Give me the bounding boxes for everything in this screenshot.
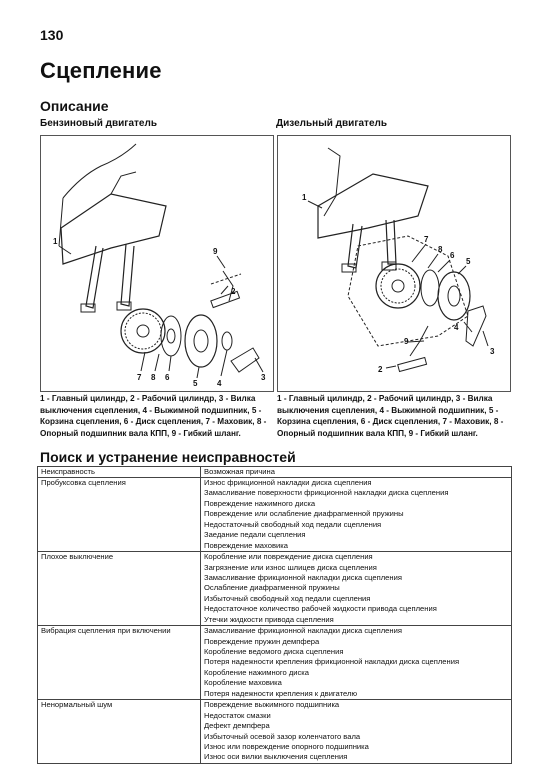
cause-item: Утечки жидкости привода сцепления (204, 614, 334, 624)
troubleshooting-table (37, 466, 512, 764)
petrol-label-2: 2 (231, 287, 236, 296)
page-number: 130 (40, 27, 64, 43)
diesel-label-6: 6 (450, 251, 455, 260)
diesel-label-9: 9 (404, 337, 409, 346)
table-row (38, 626, 512, 700)
petrol-label-6: 6 (165, 373, 170, 382)
cause-item: Повреждение выжимного подшипника (204, 700, 340, 710)
diesel-label-1: 1 (302, 193, 307, 202)
petrol-label-9: 9 (213, 247, 218, 256)
diesel-engine-subtitle: Дизельный двигатель (276, 118, 388, 129)
cause-item: Износ оси вилки выключения сцепления (204, 752, 348, 762)
cause-item: Коробление нажимного диска (204, 667, 310, 677)
cause-item: Загрязнение или износ шлицев диска сцепления (204, 562, 377, 572)
cause-item: Повреждение маховика (204, 540, 288, 550)
petrol-label-4: 4 (217, 379, 222, 388)
petrol-clutch-diagram (40, 135, 274, 392)
cause-item: Повреждение нажимного диска (204, 498, 316, 508)
cause-item: Коробление ведомого диска сцепления (204, 647, 344, 656)
cause-item: Замасливание поверхности фрикционной накладки диска сцепления (204, 488, 449, 498)
cause-item: Заедание педали сцепления (204, 530, 306, 540)
table-body (38, 478, 512, 764)
fault-cell: Ненормальный шум (38, 700, 201, 764)
petrol-clutch-drawing (41, 136, 273, 391)
diesel-label-2: 2 (378, 365, 383, 374)
cause-cell (201, 700, 512, 764)
diesel-caption: 1 - Главный цилиндр, 2 - Рабочий цилиндр, 3 - Вилка выключения сцепления, 4 - Выжимной подшипник, 5 - Корзина сцепления, 6 - Диск сцепления, 7 - Маховик, 8 - Опорный подшипник вала КПП, 9 - Гибкий шланг. (277, 394, 504, 438)
diesel-clutch-diagram (277, 135, 511, 392)
cause-item: Повреждение или ослабление диафрагменной пружины (204, 509, 404, 519)
troubleshooting-heading: Поиск и устранение неисправностей (40, 449, 296, 465)
table-row (38, 478, 512, 552)
cause-item: Избыточный осевой зазор коленчатого вала (204, 731, 361, 741)
diesel-label-4: 4 (454, 323, 459, 332)
diesel-label-3: 3 (490, 347, 495, 356)
table-row (38, 700, 512, 764)
header-fault: Неисправность (38, 467, 201, 478)
petrol-label-8: 8 (151, 373, 156, 382)
cause-item: Ослабление диафрагменной пружины (204, 583, 340, 593)
diesel-label-8: 8 (438, 245, 443, 254)
table-header-row (38, 467, 512, 478)
diesel-label-7: 7 (424, 235, 429, 244)
cause-cell (201, 552, 512, 626)
cause-item: Замасливание фрикционной накладки диска сцепления (204, 572, 402, 582)
cause-cell (201, 626, 512, 700)
petrol-label-7: 7 (137, 373, 142, 382)
petrol-engine-subtitle: Бензиновый двигатель (40, 118, 157, 129)
table-row (38, 552, 512, 626)
cause-cell (201, 478, 512, 552)
header-cause: Возможная причина (201, 467, 512, 478)
fault-cell: Плохое выключение (38, 552, 201, 626)
petrol-label-3: 3 (261, 373, 266, 382)
cause-item: Коробление маховика (204, 678, 282, 688)
description-heading: Описание (40, 98, 109, 114)
petrol-caption: 1 - Главный цилиндр, 2 - Рабочий цилиндр, 3 - Вилка выключения сцепления, 4 - Выжимной подшипник, 5 - Корзина сцепления, 6 - Диск сцепления, 7 - Маховик, 8 - Опорный подшипник вала КПП, 9 - Гибкий шланг. (40, 394, 267, 438)
cause-item: Износ или повреждение опорного подшипника (204, 741, 369, 751)
cause-item: Износ фрикционной накладки диска сцепления (204, 478, 372, 487)
cause-item: Недостаточное количество рабочей жидкости привода сцепления (204, 604, 437, 614)
fault-cell: Пробуксовка сцепления (38, 478, 201, 552)
diesel-label-5: 5 (466, 257, 471, 266)
cause-item: Дефект демпфера (204, 721, 270, 731)
petrol-label-1: 1 (53, 237, 58, 246)
cause-item: Замасливание фрикционной накладки диска сцепления (204, 626, 402, 636)
cause-item: Недостаточный свободный ход педали сцепления (204, 519, 382, 529)
cause-item: Недостаток смазки (204, 710, 271, 720)
page-title: Сцепление (40, 58, 162, 83)
cause-item: Коробление или повреждение диска сцепления (204, 552, 373, 562)
fault-cell: Вибрация сцепления при включении (38, 626, 201, 700)
diesel-clutch-drawing (278, 136, 510, 391)
petrol-label-5: 5 (193, 379, 198, 388)
cause-item: Избыточный свободный ход педали сцепления (204, 593, 371, 603)
cause-item: Повреждение пружин демпфера (204, 636, 320, 646)
cause-item: Потеря надежности крепления фрикционной накладки диска сцепления (204, 657, 460, 667)
cause-item: Потеря надежности крепления к двигателю (204, 688, 358, 698)
